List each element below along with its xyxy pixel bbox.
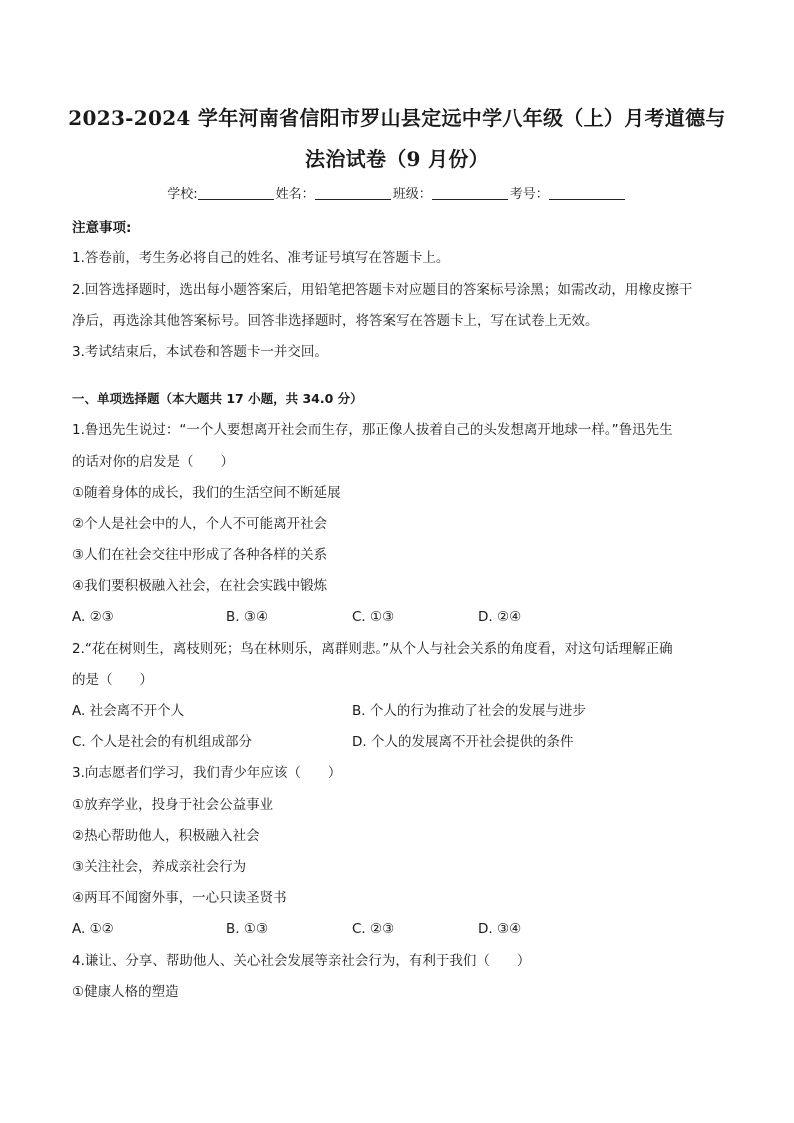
question-statement: ②热心帮助他人，积极融入社会 <box>72 828 260 844</box>
school-label: 学校: <box>167 187 198 202</box>
question-statement: ③人们在社会交往中形成了各种各样的关系 <box>72 547 328 563</box>
answer-option-d[interactable]: D. ②④ <box>478 609 522 625</box>
question-stem: 3.向志愿者们学习，我们青少年应该（ ） <box>72 765 342 781</box>
exam-number-blank[interactable] <box>549 185 625 200</box>
class-label: 班级： <box>392 187 432 202</box>
answer-option-a[interactable]: A. ②③ <box>72 609 114 625</box>
answer-option-b[interactable]: B. 个人的行为推动了社会的发展与进步 <box>352 703 586 719</box>
question-statement: ③关注社会，养成亲社会行为 <box>72 859 247 875</box>
exam-number-label: 考号： <box>509 187 549 202</box>
answer-option-a[interactable]: A. 社会离不开个人 <box>72 703 185 719</box>
school-blank[interactable] <box>198 185 274 200</box>
notice-item: 净后，再选涂其他答案标号。回答非选择题时，将答案写在答题卡上，写在试卷上无效。 <box>72 313 599 329</box>
answer-option-b[interactable]: B. ③④ <box>226 609 269 625</box>
answer-option-d[interactable]: D. 个人的发展离不开社会提供的条件 <box>352 734 574 750</box>
section-heading: 一、单项选择题（本大题共 17 小题，共 34.0 分） <box>72 391 363 406</box>
notice-heading: 注意事项: <box>72 220 132 236</box>
notice-item: 2.回答选择题时，选出每小题答案后，用铅笔把答题卡对应题目的答案标号涂黑；如需改动，用橡皮擦干 <box>72 282 693 298</box>
question-statement: ②个人是社会中的人，个人不可能离开社会 <box>72 516 328 532</box>
student-info-line <box>0 185 794 205</box>
question-stem: 的话对你的启发是（ ） <box>72 454 234 470</box>
question-statement: ④我们要积极融入社会，在社会实践中锻炼 <box>72 578 328 594</box>
name-label: 姓名： <box>275 187 315 202</box>
question-stem: 2.“花在树则生，离枝则死；鸟在林则乐，离群则悲。”从个人与社会关系的角度看，对这句话理解正确 <box>72 641 673 657</box>
exam-title-line1: 2023-2024 学年河南省信阳市罗山县定远中学八年级（上）月考道德与 <box>68 106 726 130</box>
question-statement: ④两耳不闻窗外事，一心只读圣贤书 <box>72 890 287 906</box>
answer-option-a[interactable]: A. ①② <box>72 921 114 937</box>
name-blank[interactable] <box>315 185 391 200</box>
question-stem: 的是（ ） <box>72 672 153 688</box>
question-stem: 1.鲁迅先生说过：“一个人要想离开社会而生存，那正像人拔着自己的头发想离开地球一样。”鲁迅先生 <box>72 422 673 438</box>
answer-option-c[interactable]: C. ②③ <box>352 921 395 937</box>
answer-option-c[interactable]: C. 个人是社会的有机组成部分 <box>72 734 253 750</box>
notice-item: 3.考试结束后，本试卷和答题卡一并交回。 <box>72 344 328 360</box>
class-blank[interactable] <box>432 185 508 200</box>
notice-item: 1.答卷前，考生务必将自己的姓名、准考证号填写在答题卡上。 <box>72 250 450 266</box>
answer-option-d[interactable]: D. ③④ <box>478 921 522 937</box>
question-stem: 4.谦让、分享、帮助他人、关心社会发展等亲社会行为，有利于我们（ ） <box>72 953 531 969</box>
exam-title-line2: 法治试卷（9 月份） <box>305 147 489 171</box>
answer-option-c[interactable]: C. ①③ <box>352 609 395 625</box>
answer-option-b[interactable]: B. ①③ <box>226 921 269 937</box>
question-statement: ①放弃学业，投身于社会公益事业 <box>72 797 274 813</box>
question-statement: ①健康人格的塑造 <box>72 984 179 1000</box>
question-statement: ①随着身体的成长，我们的生活空间不断延展 <box>72 485 341 501</box>
